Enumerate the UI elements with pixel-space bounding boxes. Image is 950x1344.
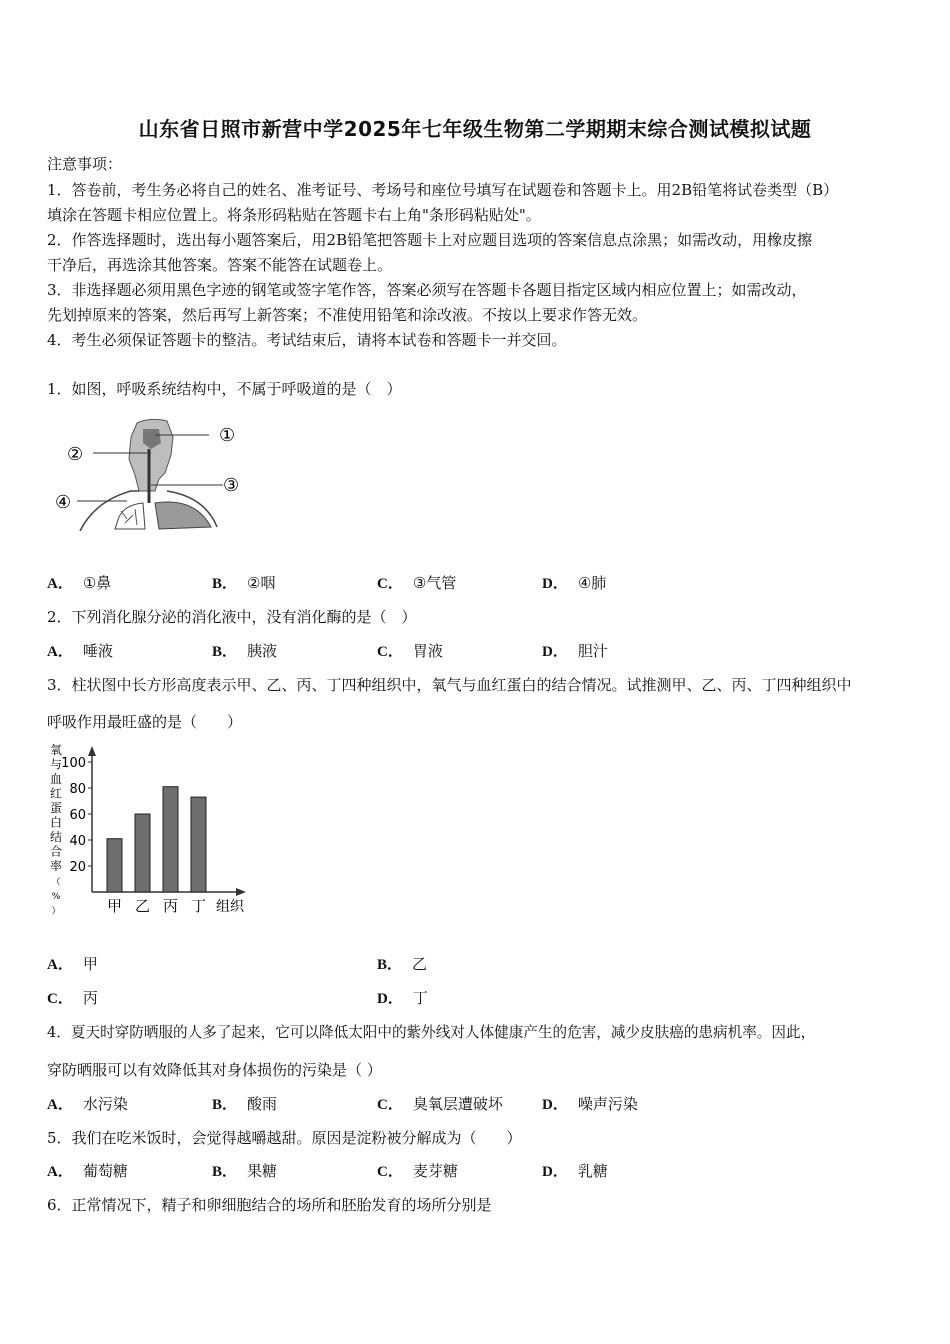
y-tick-label: 100 <box>61 756 86 771</box>
respiratory-system-figure <box>55 415 255 537</box>
q5-stem: 5．我们在吃米饭时，会觉得越嚼越甜。原因是淀粉被分解成为（ ） <box>47 1129 522 1147</box>
option-c[interactable]: C． 麦芽糖 <box>377 1162 458 1180</box>
label-4: ④ <box>55 492 72 513</box>
category-label: 丙 <box>162 897 179 915</box>
y-axis-label-char: 与 <box>49 757 63 772</box>
notice-line: 3．非选择题必须用黑色字迹的钢笔或签字笔作答，答案必须写在答题卡各题目指定区域内相应位置上；如需改动， <box>47 281 807 299</box>
oxygen-binding-chart <box>44 740 254 935</box>
q6-stem: 6．正常情况下，精子和卵细胞结合的场所和胚胎发育的场所分别是 <box>47 1196 492 1214</box>
option-b[interactable]: B． 果糖 <box>212 1162 278 1180</box>
left-lung-diagram <box>115 503 145 529</box>
option-c[interactable]: C． ③气管 <box>377 574 457 592</box>
y-axis-label-char: 氧 <box>49 743 63 757</box>
option-d[interactable]: D． 乳糖 <box>542 1162 608 1180</box>
x-axis-arrow <box>236 888 246 896</box>
notice-line: 2．作答选择题时，选出每小题答案后，用2B铅笔把答题卡上对应题目选项的答案信息点涂黑；如需改动，用橡皮擦 <box>47 231 813 249</box>
label-2: ② <box>67 444 84 465</box>
q4-stem-cont: 穿防晒服可以有效降低其对身体损伤的污染是（ ） <box>47 1061 382 1079</box>
y-axis-label-char: ） <box>51 906 61 917</box>
q3-stem: 3．柱状图中长方形高度表示甲、乙、丙、丁四种组织中，氧气与血红蛋白的结合情况。试推测甲、乙、丙、丁四种组织中 <box>47 676 852 694</box>
option-d[interactable]: D． 胆汁 <box>542 642 608 660</box>
y-axis-label-char: 白 <box>49 815 63 830</box>
y-axis-label-char: % <box>51 892 61 902</box>
y-tick-label: 40 <box>69 834 86 849</box>
bar-丁 <box>191 797 206 892</box>
y-axis-label-char: 血 <box>49 772 63 786</box>
bar-甲 <box>107 839 122 892</box>
y-axis-label-char: （ <box>51 877 61 888</box>
option-a[interactable]: A． 唾液 <box>47 642 113 660</box>
notice-line: 填涂在答题卡相应位置上。将条形码粘贴在答题卡右上角"条形码粘贴处"。 <box>47 206 541 224</box>
option-b[interactable]: B． ②咽 <box>212 574 276 592</box>
option-b[interactable]: B． 乙 <box>377 955 428 973</box>
bar-乙 <box>135 814 150 892</box>
category-label: 丁 <box>190 897 207 915</box>
label-3: ③ <box>223 475 240 496</box>
notice-line: 先划掉原来的答案，然后再写上新答案；不准使用铅笔和涂改液。不按以上要求作答无效。 <box>47 306 648 324</box>
option-a[interactable]: A． 水污染 <box>47 1095 128 1113</box>
notice-line: 4．考生必须保证答题卡的整洁。考试结束后，请将本试卷和答题卡一并交回。 <box>47 331 567 349</box>
y-tick-label: 80 <box>69 782 86 797</box>
y-axis-label-char: 结 <box>49 830 63 844</box>
option-d[interactable]: D． 噪声污染 <box>542 1095 638 1113</box>
y-axis-label-char: 红 <box>49 786 63 801</box>
page-title: 山东省日照市新营中学2025年七年级生物第二学期期末综合测试模拟试题 <box>138 117 812 141</box>
y-axis-label-char: 蛋 <box>49 801 63 815</box>
option-a[interactable]: A． 葡萄糖 <box>47 1162 128 1180</box>
option-d[interactable]: D． ④肺 <box>542 574 607 592</box>
y-axis-arrow <box>88 746 96 756</box>
option-d[interactable]: D． 丁 <box>377 989 428 1007</box>
option-b[interactable]: B． 胰液 <box>212 642 278 660</box>
y-axis-label-char: 合 <box>49 844 63 859</box>
y-axis-label-char: 率 <box>49 859 63 873</box>
label-1: ① <box>219 425 236 446</box>
option-a[interactable]: A． 甲 <box>47 955 98 973</box>
bar-丙 <box>163 787 178 892</box>
option-b[interactable]: B． 酸雨 <box>212 1095 278 1113</box>
notice-line: 1．答卷前，考生务必将自己的姓名、准考证号、考场号和座位号填写在试题卷和答题卡上。用2B铅笔将试卷类型（B） <box>47 181 839 199</box>
notice-line: 干净后，再选涂其他答案。答案不能答在试题卷上。 <box>47 256 393 274</box>
y-tick-label: 20 <box>69 860 86 875</box>
notice-heading: 注意事项： <box>47 155 123 173</box>
option-c[interactable]: C． 丙 <box>47 989 98 1007</box>
option-c[interactable]: C． 臭氧层遭破坏 <box>377 1095 503 1113</box>
q2-stem: 2．下列消化腺分泌的消化液中，没有消化酶的是（ ） <box>47 608 417 626</box>
category-label: 乙 <box>134 897 151 915</box>
q1-stem: 1．如图，呼吸系统结构中，不属于呼吸道的是（ ） <box>47 380 402 398</box>
x-axis-label: 组织 <box>216 899 244 915</box>
q4-stem: 4．夏天时穿防晒服的人多了起来，它可以降低太阳中的紫外线对人体健康产生的危害，减少皮肤癌的患病机率。因此， <box>47 1024 816 1041</box>
y-tick-label: 60 <box>69 808 86 823</box>
option-c[interactable]: C． 胃液 <box>377 642 443 660</box>
q3-stem-cont: 呼吸作用最旺盛的是（ ） <box>47 713 243 731</box>
category-label: 甲 <box>106 897 123 915</box>
option-a[interactable]: A． ①鼻 <box>47 574 112 592</box>
